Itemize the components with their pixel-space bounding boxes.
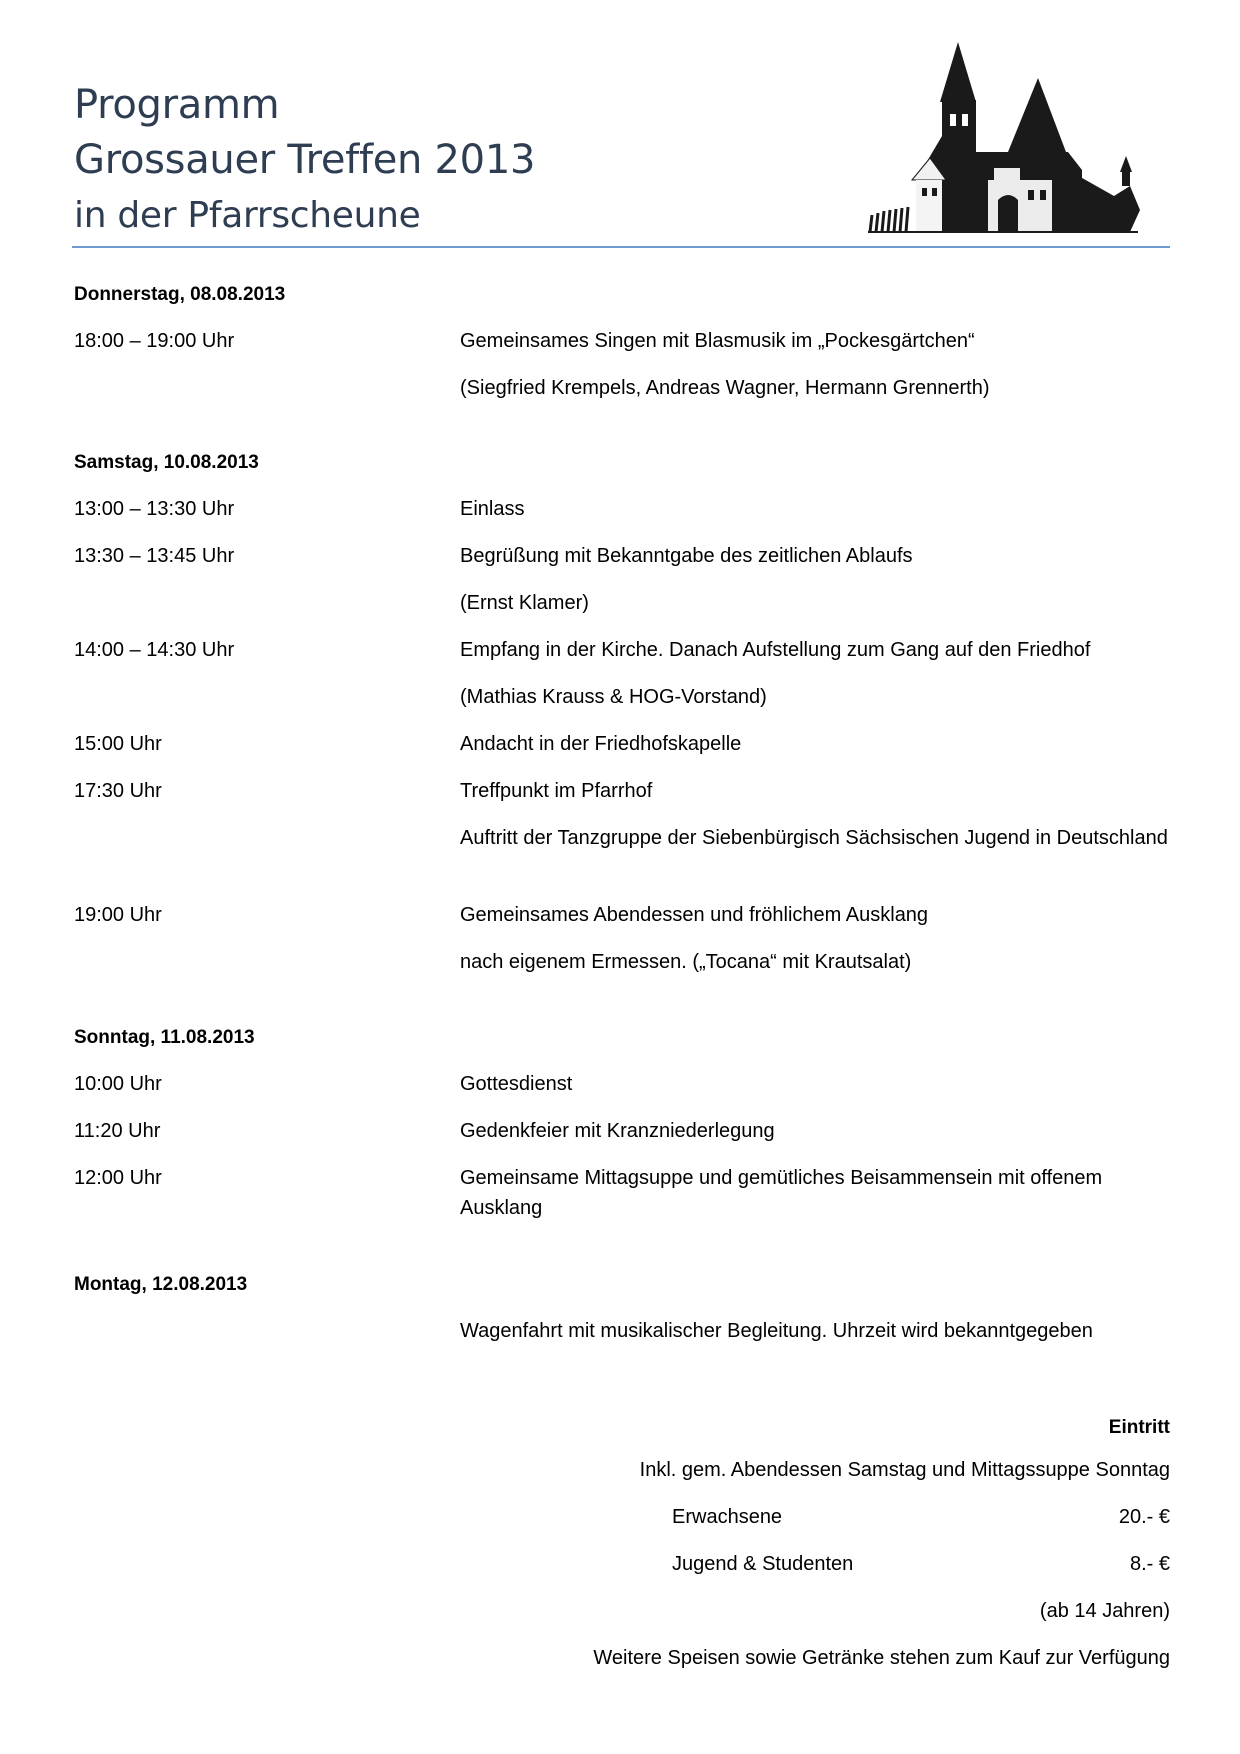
age-note: (ab 14 Jahren) [1039,1600,1170,1622]
day-heading-thursday: Donnerstag, 08.08.2013 [74,284,286,305]
schedule-description: Empfang in der Kirche. Danach Aufstellung zum Gang auf den Friedhof [460,639,1091,661]
schedule-description: Andacht in der Friedhofskapelle [460,733,742,755]
schedule-description: Gedenkfeier mit Kranzniederlegung [460,1120,775,1142]
schedule-description: (Siegfried Krempels, Andreas Wagner, Hermann Grennerth) [460,377,990,399]
church-logo-icon [868,40,1158,240]
schedule-time: 11:20 Uhr [74,1120,161,1142]
schedule-time: 13:00 – 13:30 Uhr [74,498,235,520]
price-value-adults: 20.- € [1118,1506,1170,1528]
schedule-description: (Mathias Krauss & HOG-Vorstand) [460,686,767,708]
schedule-time: 14:00 – 14:30 Uhr [74,639,235,661]
schedule-description: Gemeinsames Singen mit Blasmusik im „Pockesgärtchen“ [460,330,975,352]
day-heading-monday: Montag, 12.08.2013 [74,1274,248,1295]
entry-footer-note: Weitere Speisen sowie Getränke stehen zum Kauf zur Verfügung [593,1647,1170,1669]
entry-title: Eintritt [1108,1417,1170,1438]
schedule-description: Auftritt der Tanzgruppe der Siebenbürgisch Sächsischen Jugend in Deutschland [460,827,1168,849]
schedule-description: nach eigenem Ermessen. („Tocana“ mit Krautsalat) [460,951,912,973]
schedule-time: 18:00 – 19:00 Uhr [74,330,235,352]
price-label-youth: Jugend & Studenten [672,1553,854,1575]
price-label-adults: Erwachsene [672,1506,783,1528]
entry-subtitle: Inkl. gem. Abendessen Samstag und Mittagssuppe Sonntag [639,1459,1170,1481]
page-title [74,78,535,243]
schedule-time: 10:00 Uhr [74,1073,162,1095]
schedule-description: Gemeinsame Mittagsuppe und gemütliches Beisammensein mit offenem Ausklang [460,1167,1103,1219]
day-heading-sunday: Sonntag, 11.08.2013 [74,1027,255,1048]
day-heading-saturday: Samstag, 10.08.2013 [74,452,259,473]
schedule-description: Treffpunkt im Pfarrhof [460,780,653,802]
schedule-description: Gottesdienst [460,1073,573,1095]
schedule-time: 15:00 Uhr [74,733,162,755]
schedule-time: 17:30 Uhr [74,780,162,802]
schedule-time: 19:00 Uhr [74,904,162,926]
schedule-description: Einlass [460,498,525,520]
header-divider [72,246,1170,248]
schedule-description: Gemeinsames Abendessen und fröhlichem Ausklang [460,904,929,926]
title-line-venue: in der Pfarrscheune [74,195,421,236]
title-line-event: Grossauer Treffen 2013 [74,137,536,183]
schedule-description: (Ernst Klamer) [460,592,589,614]
schedule-time: 13:30 – 13:45 Uhr [74,545,235,567]
schedule-description: Begrüßung mit Bekanntgabe des zeitlichen Ablaufs [460,545,913,567]
title-line-program: Programm [74,82,280,128]
price-value-youth: 8.- € [1129,1553,1170,1575]
schedule-time: 12:00 Uhr [74,1167,162,1189]
schedule-description: Wagenfahrt mit musikalischer Begleitung. Uhrzeit wird bekanntgegeben [460,1320,1093,1342]
